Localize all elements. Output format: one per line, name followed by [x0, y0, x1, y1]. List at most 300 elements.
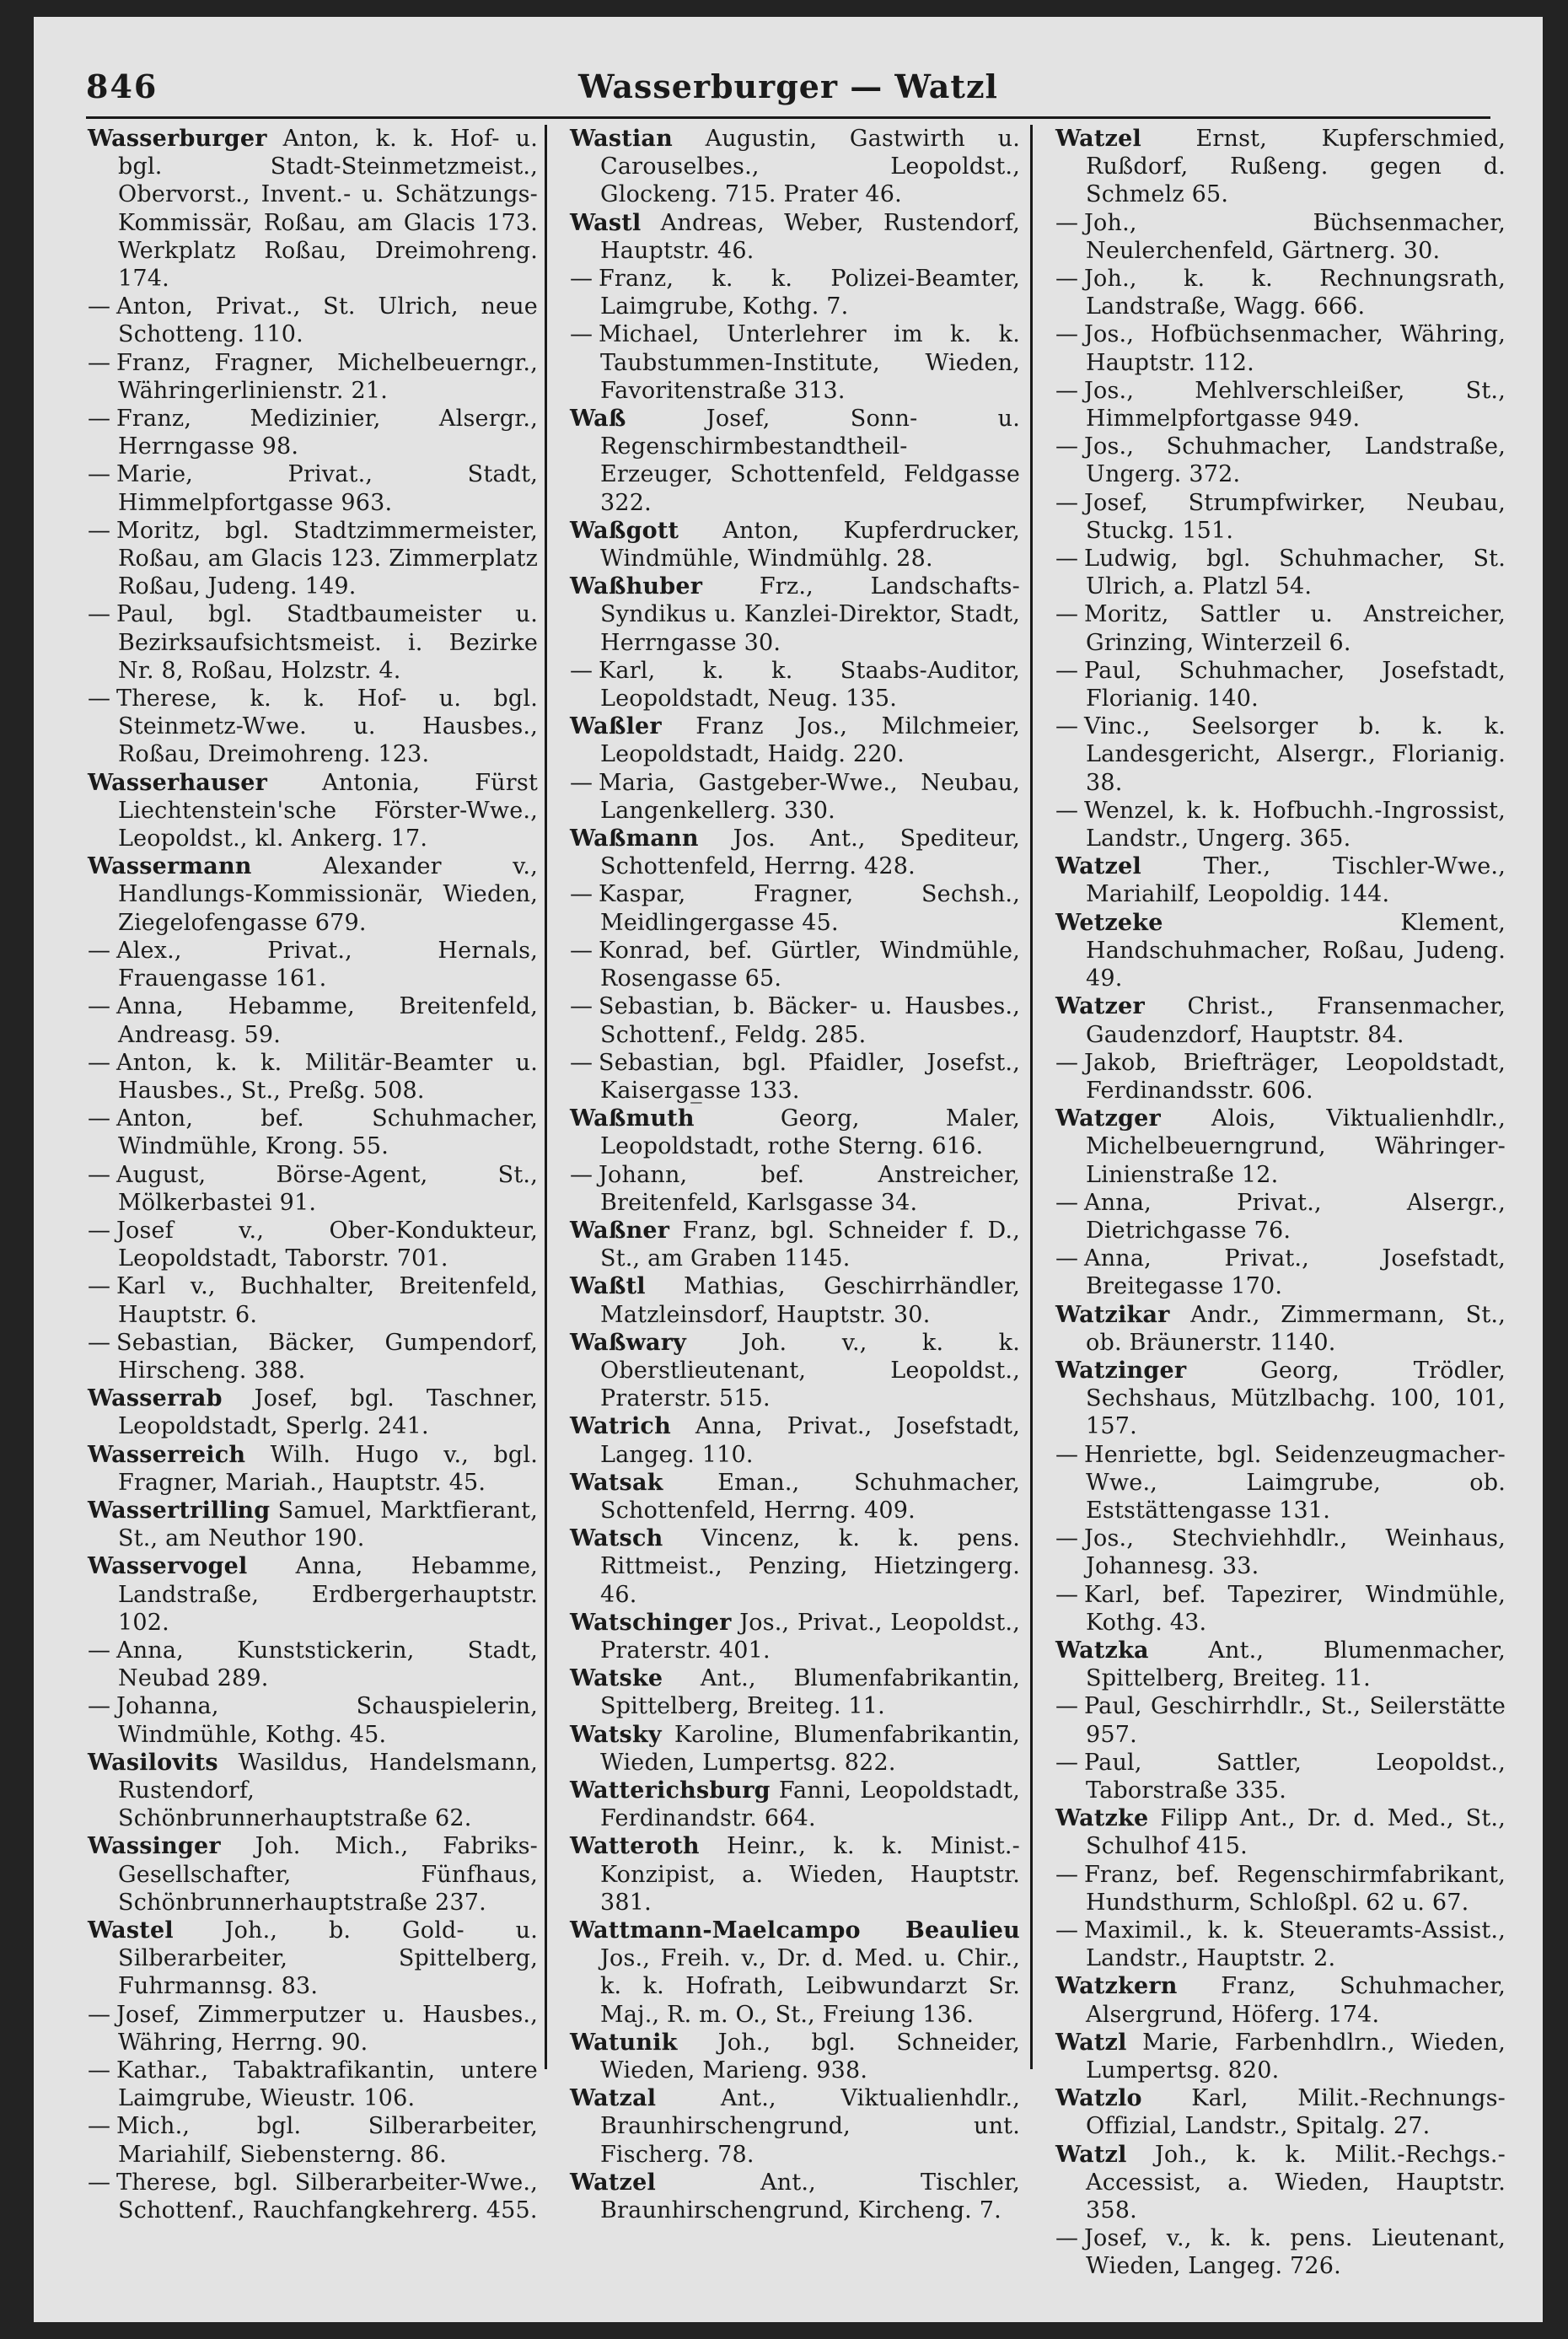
- entry-text: Sebastian, Bäcker, Gumpendorf, Hirscheng. 388.: [116, 1329, 538, 1384]
- ditto-dash: —: [88, 1105, 111, 1132]
- page-number: 846: [86, 67, 158, 105]
- entry-text: Wilh. Hugo v., bgl. Fragner, Mariah., Hauptstr. 45.: [118, 1441, 538, 1496]
- entry-text: Vinc., Seelsorger b. k. k. Landesgericht, Alsergr., Florianig. 38.: [1084, 713, 1506, 796]
- ditto-dash: —: [570, 937, 593, 964]
- column-2: [570, 125, 1020, 2224]
- entry-text: Ant., Tischler, Braunhirschengrund, Kircheng. 7.: [600, 2169, 1020, 2224]
- entry-text: Anna, Privat., Josefstadt, Langeg. 110.: [600, 1413, 1020, 1468]
- ditto-dash: —: [88, 1049, 111, 1076]
- ditto-dash: —: [88, 2057, 111, 2084]
- entry-text: Jos., Freih. v., Dr. d. Med. u. Chir., k. k. Hofrath, Leibwundarzt Sr. Maj., R. m. O., St., Freiung 136.: [600, 1945, 1020, 2028]
- directory-entry: [88, 852, 538, 937]
- directory-entry: [1055, 1637, 1506, 1692]
- ditto-dash: —: [1055, 1581, 1079, 1608]
- ditto-dash: —: [88, 293, 111, 320]
- entry-text: Jos. Ant., Spediteur, Schottenfeld, Herrng. 428.: [600, 825, 1020, 880]
- directory-entry: [570, 1917, 1020, 2029]
- entry-surname: Watske: [570, 1665, 663, 1692]
- directory-entry: [570, 209, 1020, 265]
- directory-entry: [88, 1105, 538, 1160]
- column-1: [88, 125, 538, 2224]
- directory-entry: [1055, 1972, 1506, 2028]
- directory-entry: [570, 1049, 1020, 1105]
- directory-entry: [1055, 1049, 1506, 1105]
- ditto-dash: —: [88, 517, 111, 544]
- ditto-dash: —: [570, 1049, 593, 1076]
- directory-entry: [88, 349, 538, 405]
- ditto-dash: —: [1055, 489, 1079, 516]
- directory-entry: [88, 769, 538, 853]
- directory-entry: [570, 1832, 1020, 1917]
- directory-entry: [1055, 320, 1506, 376]
- directory-entry: [570, 517, 1020, 573]
- directory-entry: [570, 937, 1020, 992]
- entry-surname: Watteroth: [570, 1833, 700, 1860]
- entry-text: Sebastian, bgl. Pfaidler, Josefst., Kaiserga̲sse 133.: [599, 1049, 1020, 1104]
- ditto-dash: —: [570, 881, 593, 908]
- directory-entry: [570, 1412, 1020, 1468]
- entry-text: Josef, bgl. Taschner, Leopoldstadt, Sperlg. 241.: [118, 1385, 538, 1440]
- entry-text: Georg, Maler, Leopoldstadt, rothe Sterng. 616.: [600, 1105, 1020, 1160]
- entry-text: Joh., Büchsenmacher, Neulerchenfeld, Gärtnerg. 30.: [1084, 209, 1506, 264]
- directory-entry: [570, 1329, 1020, 1413]
- entry-text: Franz, Fragner, Michelbeuerngr., Währingerlinienstr. 21.: [116, 349, 538, 404]
- entry-text: Anna, Privat., Alsergr., Dietrichgasse 76.: [1084, 1189, 1506, 1244]
- directory-entry: [88, 992, 538, 1048]
- entry-text: Maximil., k. k. Steueramts-Assist., Landstr., Hauptstr. 2.: [1084, 1917, 1506, 1972]
- ditto-dash: —: [1055, 377, 1079, 404]
- ditto-dash: —: [1055, 1441, 1079, 1468]
- directory-entry: [1055, 852, 1506, 908]
- directory-entry: [570, 2169, 1020, 2224]
- entry-text: Antonia, Fürst Liechtenstein'sche Förster-Wwe., Leopoldst., kl. Ankerg. 17.: [118, 769, 538, 852]
- entry-text: Vincenz, k. k. pens. Rittmeist., Penzing, Hietzingerg. 46.: [600, 1525, 1020, 1608]
- entry-surname: Wasserburger: [88, 126, 267, 152]
- directory-entry: [88, 1552, 538, 1637]
- directory-entry: [88, 1441, 538, 1497]
- entry-surname: Watschinger: [570, 1609, 732, 1636]
- directory-entry: [1055, 600, 1506, 656]
- entry-text: Marie, Privat., Stadt, Himmelpfortgasse 963.: [116, 461, 538, 516]
- directory-entry: [1055, 209, 1506, 265]
- entry-surname: Watsak: [570, 1469, 663, 1496]
- entry-text: Johanna, Schauspielerin, Windmühle, Kothg. 45.: [116, 1693, 538, 1748]
- ditto-dash: —: [88, 461, 111, 488]
- entry-surname: Wastian: [570, 126, 673, 152]
- directory-entry: [1055, 992, 1506, 1048]
- entry-surname: Watzlo: [1055, 2085, 1142, 2112]
- directory-entry: [1055, 797, 1506, 852]
- entry-surname: Watunik: [570, 2029, 678, 2056]
- ditto-dash: —: [570, 769, 593, 796]
- directory-entry: [570, 1524, 1020, 1609]
- entry-text: Heinr., k. k. Minist.-Konzipist, a. Wieden, Hauptstr. 381.: [600, 1833, 1020, 1916]
- directory-entry: [88, 1161, 538, 1217]
- directory-entry: [570, 992, 1020, 1048]
- entry-surname: Watzke: [1055, 1805, 1149, 1832]
- entry-text: Anna, Privat., Josefstadt, Breitegasse 170.: [1084, 1245, 1506, 1300]
- directory-entry: [88, 2169, 538, 2224]
- directory-entry: [1055, 657, 1506, 712]
- entry-surname: Wetzeke: [1055, 909, 1163, 936]
- directory-entry: [88, 1832, 538, 1917]
- entry-text: Anna, Hebamme, Breitenfeld, Andreasg. 59.: [116, 993, 538, 1048]
- directory-entry: [1055, 2029, 1506, 2084]
- directory-entry: [1055, 712, 1506, 797]
- entry-surname: Watzkern: [1055, 1973, 1178, 2000]
- directory-entry: [1055, 1105, 1506, 1189]
- entry-text: Frz., Landschafts-Syndikus u. Kanzlei-Direktor, Stadt, Herrngasse 30.: [600, 573, 1020, 656]
- ditto-dash: —: [570, 321, 593, 348]
- directory-entry: [1055, 1524, 1506, 1580]
- entry-text: Anton, k. k. Militär-Beamter u. Hausbes., St., Preßg. 508.: [116, 1049, 538, 1104]
- directory-entry: [1055, 909, 1506, 993]
- column-divider: [1030, 125, 1033, 2069]
- entry-surname: Waßtl: [570, 1273, 646, 1300]
- entry-surname: Watzer: [1055, 993, 1145, 1020]
- directory-entry: [1055, 433, 1506, 488]
- entry-text: Ludwig, bgl. Schuhmacher, St. Ulrich, a. Platzl 54.: [1084, 546, 1506, 600]
- directory-entry: [570, 769, 1020, 825]
- directory-entry: [88, 600, 538, 685]
- entry-text: Augustin, Gastwirth u. Carouselbes., Leopoldst., Glockeng. 715. Prater 46.: [600, 126, 1020, 208]
- entry-surname: Wasserrab: [88, 1385, 223, 1412]
- entry-text: Anton, Kupferdrucker, Windmühle, Windmühlg. 28.: [600, 517, 1020, 573]
- entry-surname: Waß: [570, 406, 626, 433]
- directory-entry: [570, 1105, 1020, 1160]
- directory-entry: [88, 2057, 538, 2112]
- entry-surname: Waßwary: [570, 1329, 687, 1356]
- ditto-dash: —: [1055, 1917, 1079, 1944]
- ditto-dash: —: [1055, 713, 1079, 740]
- ditto-dash: —: [1055, 797, 1079, 824]
- directory-entry: [570, 1721, 1020, 1777]
- entry-text: Alex., Privat., Hernals, Frauengasse 161.: [116, 937, 538, 992]
- ditto-dash: —: [1055, 1189, 1079, 1216]
- ditto-dash: —: [88, 2001, 111, 2028]
- entry-text: Joh. Mich., Fabriks-Gesellschafter, Fünfhaus, Schönbrunnerhauptstraße 237.: [118, 1833, 538, 1916]
- entry-surname: Watzl: [1055, 2141, 1127, 2168]
- directory-entry: [1055, 377, 1506, 433]
- entry-text: Kathar., Tabaktrafikantin, untere Laimgrube, Wieustr. 106.: [116, 2057, 538, 2112]
- directory-entry: [570, 657, 1020, 712]
- entry-surname: Wassertrilling: [88, 1497, 271, 1524]
- entry-surname: Wastel: [88, 1917, 174, 1944]
- entry-text: Ant., Viktualienhdlr., Braunhirschengrund, unt. Fischerg. 78.: [600, 2085, 1020, 2168]
- entry-text: Klement, Handschuhmacher, Roßau, Judeng. 49.: [1086, 909, 1506, 992]
- directory-entry: [1055, 1804, 1506, 1860]
- directory-entry: [88, 405, 538, 460]
- entry-surname: Watzel: [570, 2169, 656, 2196]
- directory-entry: [1055, 1861, 1506, 1917]
- entry-surname: Watzger: [1055, 1105, 1161, 1132]
- entry-text: Franz, k. k. Polizei-Beamter, Laimgrube, Kothg. 7.: [599, 266, 1020, 320]
- directory-entry: [1055, 1189, 1506, 1245]
- directory-entry: [570, 125, 1020, 209]
- entry-text: Jakob, Briefträger, Leopoldstadt, Ferdinandsstr. 606.: [1084, 1049, 1506, 1104]
- entry-text: Kaspar, Fragner, Sechsh., Meidlingergasse 45.: [599, 881, 1020, 936]
- entry-text: Marie, Farbenhdlrn., Wieden, Lumpertsg. 820.: [1086, 2029, 1506, 2084]
- directory-entry: [570, 2084, 1020, 2169]
- entry-text: Joh., b. Gold- u. Silberarbeiter, Spittelberg, Fuhrmannsg. 83.: [118, 1917, 538, 2000]
- directory-entry: [570, 1161, 1020, 1217]
- column-divider: [545, 125, 547, 2069]
- entry-text: Jos., Schuhmacher, Landstraße, Ungerg. 372.: [1084, 433, 1506, 488]
- ditto-dash: —: [88, 1637, 111, 1664]
- ditto-dash: —: [88, 1217, 111, 1244]
- entry-text: Paul, Schuhmacher, Josefstadt, Florianig. 140.: [1084, 657, 1506, 712]
- entry-text: Wenzel, k. k. Hofbuchh.-Ingrossist, Landstr., Ungerg. 365.: [1084, 797, 1506, 852]
- entry-text: Filipp Ant., Dr. d. Med., St., Schulhof 415.: [1086, 1805, 1506, 1860]
- entry-text: Josef v., Ober-Kondukteur, Leopoldstadt, Taborstr. 701.: [116, 1217, 538, 1272]
- entry-text: Sebastian, b. Bäcker- u. Hausbes., Schottenf., Feldg. 285.: [599, 993, 1020, 1048]
- directory-entry: [1055, 1749, 1506, 1804]
- entry-surname: Wassinger: [88, 1833, 221, 1860]
- entry-text: Fanni, Leopoldstadt, Ferdinandstr. 664.: [600, 1777, 1020, 1832]
- directory-entry: [88, 1692, 538, 1748]
- entry-surname: Wasserreich: [88, 1441, 246, 1468]
- directory-entry: [1055, 2224, 1506, 2280]
- ditto-dash: —: [1055, 1049, 1079, 1076]
- directory-entry: [88, 1385, 538, 1440]
- directory-entry: [88, 1637, 538, 1692]
- ditto-dash: —: [1055, 1861, 1079, 1888]
- entry-text: Joh. v., k. k. Oberstlieutenant, Leopoldst., Praterstr. 515.: [600, 1329, 1020, 1412]
- entry-text: Wasildus, Handelsmann, Rustendorf, Schönbrunnerhauptstraße 62.: [118, 1749, 538, 1832]
- entry-surname: Watrich: [570, 1413, 671, 1440]
- entry-text: August, Börse-Agent, St., Mölkerbastei 91.: [116, 1161, 538, 1216]
- ditto-dash: —: [570, 993, 593, 1020]
- directory-entry: [570, 2029, 1020, 2084]
- ditto-dash: —: [1055, 1245, 1079, 1272]
- directory-entry: [1055, 125, 1506, 209]
- entry-text: Karl v., Buchhalter, Breitenfeld, Hauptstr. 6.: [116, 1273, 538, 1328]
- entry-surname: Watzikar: [1055, 1301, 1170, 1328]
- entry-text: Maria, Gastgeber-Wwe., Neubau, Langenkellerg. 330.: [599, 769, 1020, 824]
- header-rule: [86, 116, 1490, 119]
- directory-page: [34, 17, 1543, 2322]
- directory-entry: [1055, 1245, 1506, 1300]
- directory-entry: [1055, 1301, 1506, 1357]
- ditto-dash: —: [88, 993, 111, 1020]
- ditto-dash: —: [1055, 433, 1079, 460]
- ditto-dash: —: [88, 2113, 111, 2140]
- directory-entry: [88, 937, 538, 992]
- ditto-dash: —: [1055, 1749, 1079, 1776]
- ditto-dash: —: [1055, 2225, 1079, 2252]
- entry-text: Therese, k. k. Hof- u. bgl. Steinmetz-Wwe. u. Hausbes., Roßau, Dreimohreng. 123.: [116, 686, 538, 768]
- directory-entry: [570, 320, 1020, 405]
- entry-text: Anna, Kunststickerin, Stadt, Neubad 289.: [116, 1637, 538, 1692]
- directory-entry: [570, 825, 1020, 880]
- directory-entry: [88, 1217, 538, 1272]
- directory-entry: [570, 265, 1020, 320]
- entry-text: Andreas, Weber, Rustendorf, Hauptstr. 46.: [600, 209, 1020, 264]
- ditto-dash: —: [88, 1161, 111, 1188]
- directory-entry: [88, 1917, 538, 2001]
- entry-text: Christ., Fransenmacher, Gaudenzdorf, Hauptstr. 84.: [1086, 993, 1506, 1048]
- ditto-dash: —: [1055, 1525, 1079, 1552]
- directory-entry: [88, 1497, 538, 1552]
- directory-entry: [88, 460, 538, 516]
- ditto-dash: —: [1055, 546, 1079, 573]
- entry-surname: Watsky: [570, 1721, 662, 1748]
- entry-text: Anton, bef. Schuhmacher, Windmühle, Krong. 55.: [116, 1105, 538, 1160]
- directory-entry: [1055, 1692, 1506, 1748]
- entry-text: Moritz, bgl. Stadtzimmermeister, Roßau, am Glacis 123. Zimmerplatz Roßau, Judeng. 149.: [116, 517, 538, 600]
- entry-surname: Wastl: [570, 209, 642, 236]
- directory-entry: [570, 712, 1020, 768]
- entry-surname: Watzel: [1055, 126, 1141, 152]
- entry-text: Anton, Privat., St. Ulrich, neue Schotteng. 110.: [116, 293, 538, 348]
- entry-text: Moritz, Sattler u. Anstreicher, Grinzing, Winterzeil 6.: [1084, 601, 1506, 656]
- entry-text: Joh., bgl. Schneider, Wieden, Marieng. 938.: [600, 2029, 1020, 2084]
- ditto-dash: —: [570, 266, 593, 293]
- directory-entry: [88, 2001, 538, 2057]
- entry-text: Franz Jos., Milchmeier, Leopoldstadt, Haidg. 220.: [600, 713, 1020, 768]
- entry-text: Jos., Mehlverschleißer, St., Himmelpfortgasse 949.: [1084, 377, 1506, 433]
- directory-entry: [570, 1777, 1020, 1832]
- entry-text: Jos., Hofbüchsenmacher, Währing, Hauptstr. 112.: [1084, 321, 1506, 376]
- ditto-dash: —: [88, 1329, 111, 1356]
- directory-entry: [570, 1664, 1020, 1720]
- entry-text: Josef, Zimmerputzer u. Hausbes., Währing, Herrng. 90.: [116, 2001, 538, 2056]
- entry-text: Joh., k. k. Rechnungsrath, Landstraße, Wagg. 666.: [1084, 266, 1506, 320]
- directory-entry: [88, 685, 538, 769]
- entry-surname: Watzal: [570, 2085, 657, 2112]
- entry-surname: Waßmuth: [570, 1105, 695, 1132]
- entry-text: Ant., Blumenfabrikantin, Spittelberg, Breiteg. 11.: [600, 1665, 1020, 1720]
- ditto-dash: —: [1055, 1693, 1079, 1720]
- ditto-dash: —: [1055, 601, 1079, 628]
- entry-text: Therese, bgl. Silberarbeiter-Wwe., Schottenf., Rauchfangkehrerg. 455.: [116, 2169, 538, 2224]
- entry-text: Alois, Viktualienhdlr., Michelbeuerngrund, Währinger-Linienstraße 12.: [1086, 1105, 1506, 1188]
- entry-text: Josef, Strumpfwirker, Neubau, Stuckg. 151.: [1084, 489, 1506, 544]
- ditto-dash: —: [88, 1273, 111, 1300]
- directory-entry: [88, 1749, 538, 1833]
- directory-entry: [88, 293, 538, 348]
- directory-entry: [1055, 1581, 1506, 1637]
- entry-surname: Waßmann: [570, 825, 699, 852]
- entry-text: Jos., Stechviehhdlr., Weinhaus, Johannesg. 33.: [1084, 1525, 1506, 1580]
- directory-entry: [570, 1469, 1020, 1524]
- directory-entry: [570, 405, 1020, 517]
- ditto-dash: —: [570, 1161, 593, 1188]
- directory-entry: [1055, 489, 1506, 545]
- ditto-dash: —: [88, 349, 111, 376]
- entry-surname: Waßner: [570, 1217, 670, 1244]
- ditto-dash: —: [1055, 657, 1079, 684]
- ditto-dash: —: [1055, 321, 1079, 348]
- entry-text: Eman., Schuhmacher, Schottenfeld, Herrng. 409.: [600, 1469, 1020, 1524]
- entry-text: Karl, Milit.-Rechnungs-Offizial, Landstr., Spitalg. 27.: [1086, 2085, 1506, 2140]
- ditto-dash: —: [88, 686, 111, 712]
- directory-entry: [88, 517, 538, 601]
- directory-entry: [1055, 265, 1506, 320]
- entry-text: Paul, bgl. Stadtbaumeister u. Bezirksaufsichtsmeist. i. Bezirke Nr. 8, Roßau, Holzstr. 4.: [116, 601, 538, 684]
- entry-surname: Watzl: [1055, 2029, 1127, 2056]
- entry-text: Ant., Blumenmacher, Spittelberg, Breiteg. 11.: [1086, 1637, 1506, 1692]
- entry-text: Joh., k. k. Milit.-Rechgs.-Accessist, a. Wieden, Hauptstr. 358.: [1086, 2141, 1506, 2224]
- entry-surname: Waßhuber: [570, 573, 703, 600]
- entry-text: Anna, Hebamme, Landstraße, Erdbergerhauptstr. 102.: [118, 1553, 538, 1636]
- entry-surname: Waßler: [570, 713, 662, 740]
- entry-surname: Wattmann-Maelcampo Beaulieu: [570, 1917, 1020, 1944]
- directory-entry: [88, 125, 538, 293]
- entry-surname: Wasilovits: [88, 1749, 218, 1776]
- directory-entry: [1055, 1917, 1506, 1972]
- entry-text: Paul, Geschirrhdlr., St., Seilerstätte 957.: [1084, 1693, 1506, 1748]
- entry-text: Mathias, Geschirrhändler, Matzleinsdorf, Hauptstr. 30.: [600, 1273, 1020, 1328]
- entry-text: Anton, k. k. Hof- u. bgl. Stadt-Steinmetzmeist., Obervorst., Invent.- u. Schätzungs-Kommissär, Roßau, am Glacis 173. Werkplatz Roßau, Dreimohreng. 174.: [118, 126, 538, 293]
- entry-text: Franz, Medizinier, Alsergr., Herrngasse 98.: [116, 406, 538, 460]
- entry-text: Georg, Trödler, Sechshaus, Mützlbachg. 100, 101, 157.: [1086, 1357, 1506, 1440]
- directory-entry: [570, 1217, 1020, 1272]
- directory-entry: [88, 1049, 538, 1105]
- entry-text: Henriette, bgl. Seidenzeugmacher-Wwe., Laimgrube, ob. Eststättengasse 131.: [1084, 1441, 1506, 1524]
- entry-surname: Wasserhauser: [88, 769, 268, 796]
- entry-text: Andr., Zimmermann, St., ob. Bräunerstr. 1140.: [1086, 1301, 1506, 1356]
- entry-text: Alexander v., Handlungs-Kommissionär, Wieden, Ziegelofengasse 679.: [118, 853, 538, 936]
- entry-text: Konrad, bef. Gürtler, Windmühle, Rosengasse 65.: [599, 937, 1020, 992]
- ditto-dash: —: [88, 406, 111, 433]
- ditto-dash: —: [88, 2169, 111, 2196]
- directory-entry: [1055, 1357, 1506, 1441]
- directory-entry: [1055, 1441, 1506, 1525]
- entry-text: Michael, Unterlehrer im k. k. Taubstummen-Institute, Wieden, Favoritenstraße 313.: [599, 321, 1020, 404]
- ditto-dash: —: [88, 937, 111, 964]
- entry-text: Franz, Schuhmacher, Alsergrund, Höferg. 174.: [1086, 1973, 1506, 2028]
- directory-entry: [88, 1272, 538, 1328]
- directory-entry: [570, 1609, 1020, 1664]
- directory-entry: [570, 880, 1020, 936]
- column-3: [1055, 125, 1506, 2280]
- running-title: Wasserburger — Watzl: [578, 67, 998, 105]
- entry-surname: Wassermann: [88, 853, 252, 880]
- directory-entry: [1055, 545, 1506, 600]
- entry-text: Josef, v., k. k. pens. Lieutenant, Wieden, Langeg. 726.: [1084, 2225, 1506, 2280]
- ditto-dash: —: [88, 1693, 111, 1720]
- directory-entry: [1055, 2141, 1506, 2225]
- entry-surname: Waßgott: [570, 517, 679, 544]
- directory-entry: [88, 1329, 538, 1385]
- entry-text: Josef, Sonn- u. Regenschirmbestandtheil-Erzeuger, Schottenfeld, Feldgasse 322.: [600, 406, 1020, 516]
- directory-entry: [88, 2112, 538, 2168]
- ditto-dash: —: [1055, 266, 1079, 293]
- entry-text: Ther., Tischler-Wwe., Mariahilf, Leopoldig. 144.: [1086, 853, 1506, 908]
- directory-entry: [570, 573, 1020, 657]
- entry-text: Paul, Sattler, Leopoldst., Taborstraße 335.: [1084, 1749, 1506, 1804]
- entry-text: Johann, bef. Anstreicher, Breitenfeld, Karlsgasse 34.: [599, 1161, 1020, 1216]
- entry-text: Franz, bgl. Schneider f. D., St., am Graben 1145.: [600, 1217, 1020, 1272]
- ditto-dash: —: [1055, 209, 1079, 236]
- entry-surname: Watzel: [1055, 853, 1141, 880]
- directory-entry: [1055, 2084, 1506, 2140]
- entry-surname: Watzka: [1055, 1637, 1149, 1664]
- ditto-dash: —: [88, 601, 111, 628]
- entry-surname: Watterichsburg: [570, 1777, 771, 1804]
- entry-text: Mich., bgl. Silberarbeiter, Mariahilf, Siebensterng. 86.: [116, 2113, 538, 2168]
- directory-entry: [570, 1272, 1020, 1328]
- entry-text: Franz, bef. Regenschirmfabrikant, Hundsthurm, Schloßpl. 62 u. 67.: [1084, 1861, 1506, 1916]
- entry-text: Samuel, Marktfierant, St., am Neuthor 190.: [118, 1497, 538, 1552]
- entry-text: Jos., Privat., Leopoldst., Praterstr. 401.: [600, 1609, 1020, 1664]
- entry-surname: Watsch: [570, 1525, 663, 1552]
- entry-surname: Wasservogel: [88, 1553, 248, 1580]
- entry-text: Karoline, Blumenfabrikantin, Wieden, Lumpertsg. 822.: [600, 1721, 1020, 1776]
- ditto-dash: —: [570, 657, 593, 684]
- entry-surname: Watzinger: [1055, 1357, 1187, 1384]
